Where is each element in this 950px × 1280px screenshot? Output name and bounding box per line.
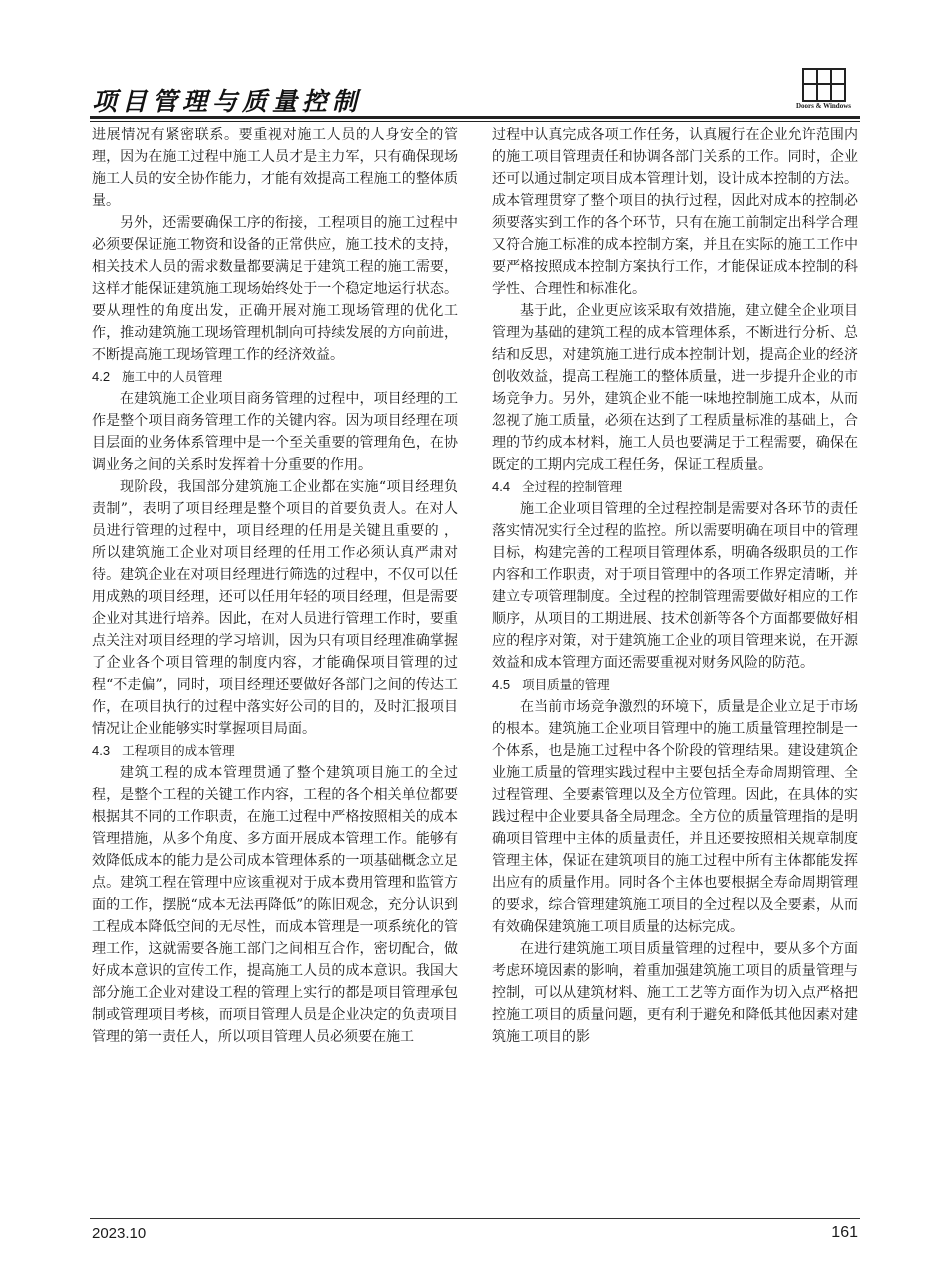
paragraph: 另外，还需要确保工序的衔接，工程项目的施工过程中必须要保证施工物资和设备的正常供应，施工技术的支持，相关技术人员的需求数量都要满足于建筑工程的施工需要，这样才能保证建筑施工现场始终处于一个稳定地运行状态。要从理性的角度出发，正确开展对施工现场管理的优化工作，推动建筑施工现场管理机制向可持续发展的方向前进，不断提高施工现场管理工作的经济效益。 <box>92 215 458 363</box>
header-rule-thin <box>90 121 860 122</box>
paragraph: 过程中认真完成各项工作任务，认真履行在企业允许范围内的施工项目管理责任和协调各部门关系的工作。同时，企业还可以通过制定项目成本管理计划，设计成本控制的方法。成本管理贯穿了整个项目的执行过程，因此对成本的控制必须要落实到工作的各个环节，只有在施工前制定出科学合理又符合施工标准的成本控制方案，并且在实际的施工工作中要严格按照成本控制方案执行工作，才能保证成本控制的科学性、合理性和标准化。 <box>492 127 858 297</box>
paragraph: 施工企业项目管理的全过程控制是需要对各环节的责任落实情况实行全过程的监控。所以需要明确在项目中的管理目标，构建完善的工程项目管理体系，明确各级职员的工作内容和工作职责，对于项目管理中的各项工作界定清晰，并建立专项管理制度。全过程的控制管理需要做好相应的工作顺序，从项目的工期进展、技术创新等各个方面都要做好相应的程序对策，对于建筑施工企业的项目管理来说，在开源效益和成本管理方面还需要重视对财务风险的防范。 <box>492 501 858 671</box>
page-number: 161 <box>831 1224 858 1241</box>
journal-section-title: 项目管理与质量控制 <box>92 87 363 116</box>
paragraph: 在建筑施工企业项目商务管理的过程中，项目经理的工作是整个项目商务管理工作的关键内容。因为项目经理在项目层面的业务体系管理中是一个至关重要的管理角色，在协调业务之间的关系时发挥着十分重要的作用。 <box>92 391 458 473</box>
section-number: 4.2 <box>92 369 111 384</box>
logo-text: Doors & Windows <box>796 102 851 110</box>
left-column <box>92 124 458 1048</box>
section-title: 工程项目的成本管理 <box>122 743 235 758</box>
section-heading-4-4 <box>492 476 858 498</box>
section-title: 施工中的人员管理 <box>122 369 223 384</box>
footer-rule <box>90 1218 860 1219</box>
paragraph: 在当前市场竞争激烈的环境下，质量是企业立足于市场的根本。建筑施工企业项目管理中的施工质量管理控制是一个体系，也是施工过程中各个阶段的管理结果。建设建筑企业施工质量的管理实践过程中主要包括全寿命周期管理、全过程管理、全要素管理以及全方位管理。因此，在具体的实践过程中企业要具备全局理念。全方位的质量管理指的是明确项目管理中主体的质量责任，并且还要按照相关规章制度管理主体，保证在建筑项目的施工过程中所有主体都能发挥出应有的质量作用。同时各个主体也要根据全寿命周期管理的要求，综合管理建筑施工项目的全过程以及全要素，从而有效确保建筑施工项目质量的达标完成。 <box>492 699 858 935</box>
right-column <box>492 124 858 1048</box>
section-heading-4-2 <box>92 366 458 388</box>
header-rule <box>90 116 860 119</box>
journal-logo <box>796 68 854 114</box>
paragraph: 进展情况有紧密联系。要重视对施工人员的人身安全的管理，因为在施工过程中施工人员才是主力军，只有确保现场施工人员的安全协作能力，才能有效提高工程施工的整体质量。 <box>92 127 458 209</box>
section-title: 全过程的控制管理 <box>522 479 623 494</box>
issue-date: 2023.10 <box>92 1225 147 1242</box>
paragraph: 现阶段，我国部分建筑施工企业都在实施“项目经理负责制”，表明了项目经理是整个项目的首要负责人。在对人员进行管理的过程中，项目经理的任用是关键且重要的 ，所以建筑施工企业对项目经理的任用工作必须认真严肃对待。建筑企业在对项目经理进行筛选的过程中，不仅可以任用成熟的项目经理，还可以任用年轻的项目经理，但是需要企业对其进行培养。因此，在对人员进行管理工作时，要重点关注对项目经理的学习培训，因为只有项目经理准确掌握了企业各个项目管理的制度内容，才能确保项目管理的过程“不走偏”，同时，项目经理还要做好各部门之间的传达工作，在项目执行的过程中落实好公司的目的，及时汇报项目情况让企业能够实时掌握项目局面。 <box>92 479 458 737</box>
section-heading-4-3 <box>92 740 458 762</box>
section-heading-4-5 <box>492 674 858 696</box>
window-logo-icon <box>802 68 846 102</box>
section-number: 4.5 <box>492 677 511 692</box>
section-number: 4.4 <box>492 479 511 494</box>
section-number: 4.3 <box>92 743 111 758</box>
paragraph: 建筑工程的成本管理贯通了整个建筑项目施工的全过程，是整个工程的关键工作内容，工程的各个相关单位都要根据其不同的工作职责，在施工过程中严格按照相关的成本管理措施，从多个角度、多方面开展成本管理工作。能够有效降低成本的能力是公司成本管理体系的一项基础概念立足点。建筑工程在管理中应该重视对于成本费用管理和监管方面的工作，摆脱“成本无法再降低”的陈旧观念，充分认识到工程成本降低空间的无尽性，而成本管理是一项系统化的管理工作，这就需要各施工部门之间相互合作，密切配合，做好成本意识的宣传工作，提高施工人员的成本意识。我国大部分施工企业对建设工程的管理上实行的都是项目管理承包制或管理项目考核，而项目管理人员是企业决定的负责项目管理的第一责任人，所以项目管理人员必须要在施工 <box>92 765 458 1045</box>
paragraph: 在进行建筑施工项目质量管理的过程中，要从多个方面考虑环境因素的影响，着重加强建筑施工项目的质量管理与控制，可以从建筑材料、施工工艺等方面作为切入点严格把控施工项目的质量问题，更有利于避免和降低其他因素对建筑施工项目的影 <box>492 941 858 1045</box>
paragraph: 基于此，企业更应该采取有效措施，建立健全企业项目管理为基础的建筑工程的成本管理体系，不断进行分析、总结和反思，对建筑施工进行成本控制计划，提高企业的经济创收效益，提高工程施工的整体质量，进一步提升企业的市场竞争力。另外，建筑企业不能一味地控制施工成本，从而忽视了施工质量，必须在达到了工程质量标准的基础上，合理的节约成本材料，施工人员也要满足于工程需要，确保在既定的工期内完成工程任务，保证工程质量。 <box>492 303 858 473</box>
section-title: 项目质量的管理 <box>522 677 610 692</box>
